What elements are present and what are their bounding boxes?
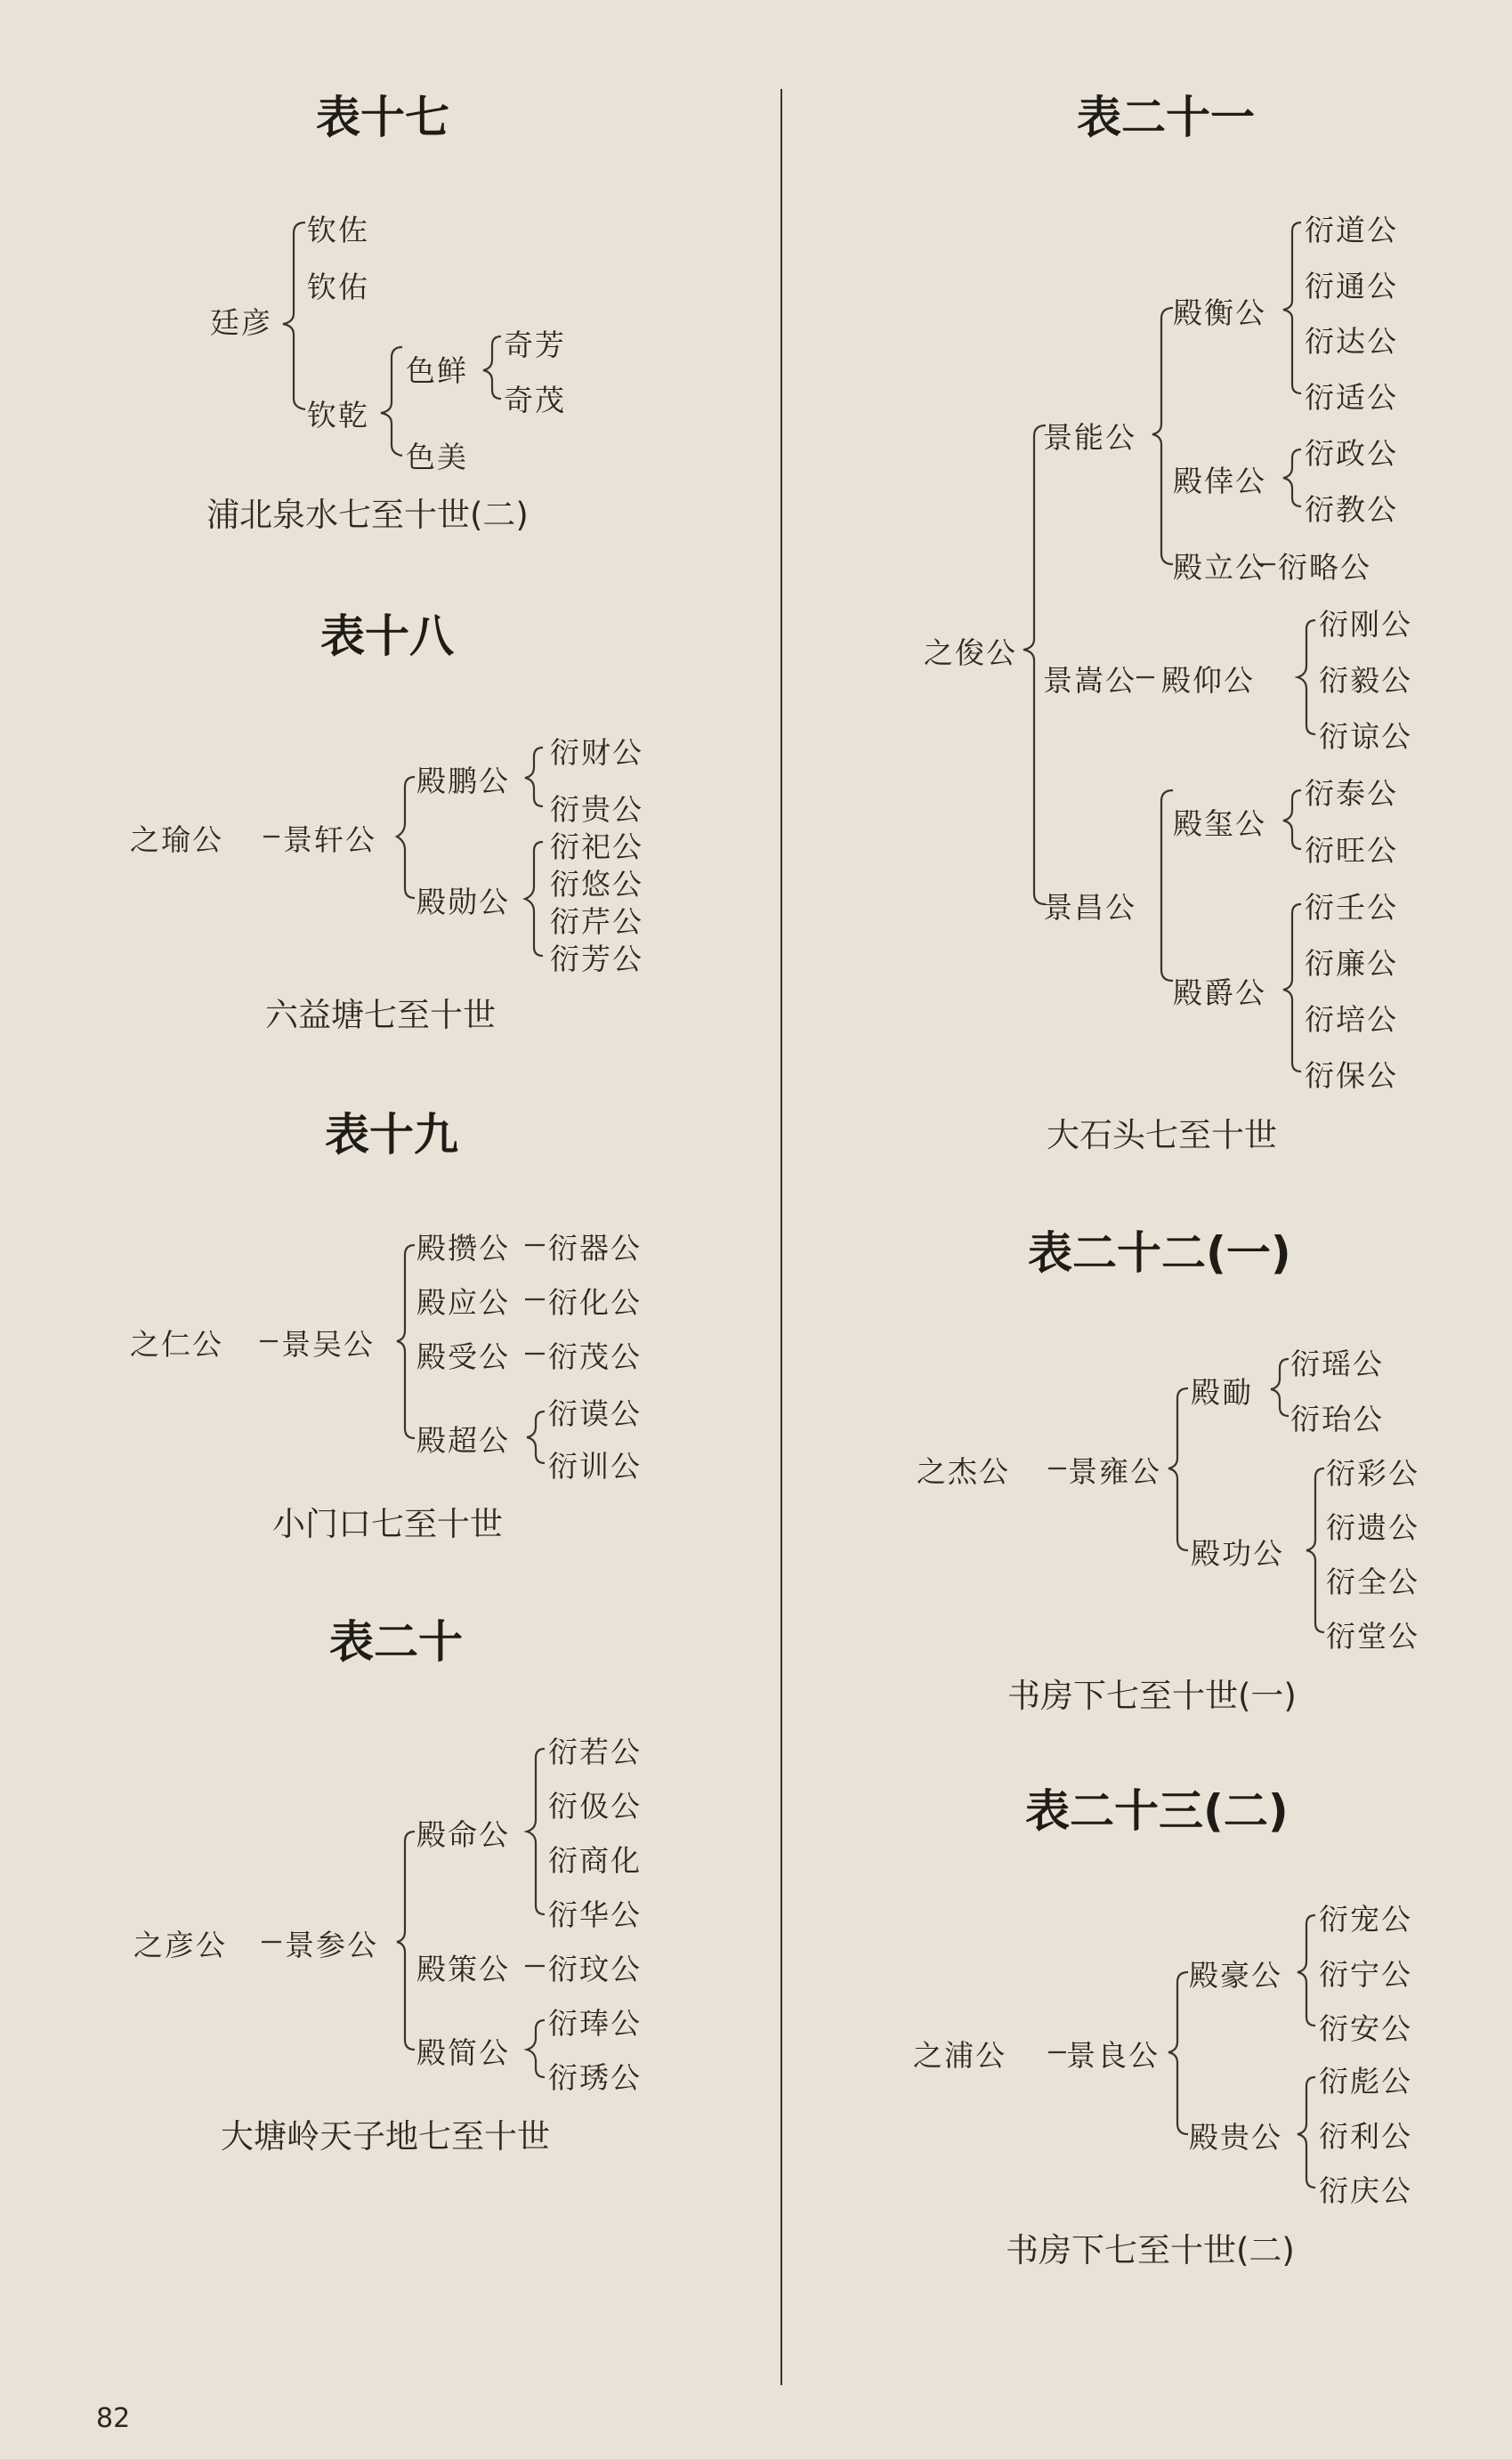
descendant-node: 衍祀公 [550, 829, 643, 864]
descendant-node: 衍伋公 [548, 1789, 642, 1824]
descendant-node: 衍利公 [1319, 2119, 1412, 2154]
table-title: 表十九 [325, 1109, 458, 1161]
descendant-node: 衍堂公 [1326, 1619, 1419, 1654]
brace [525, 842, 543, 956]
descendant-node: 殿应公 [416, 1285, 510, 1320]
brace [283, 222, 305, 409]
descendant-node: 色鲜 [406, 353, 468, 388]
descendant-node: 钦佐 [307, 213, 369, 247]
descendant-node: 衍化公 [548, 1285, 642, 1320]
descendant-node: 殿功公 [1191, 1536, 1284, 1571]
descendant-node: 殿受公 [416, 1339, 510, 1374]
descendant-node: 衍珆公 [1290, 1402, 1384, 1436]
descendant-node: 殿攒公 [416, 1231, 510, 1266]
descendant-node: 衍通公 [1305, 269, 1398, 303]
descendant-node: 殿简公 [416, 2035, 510, 2070]
descendant-node: 殿勋公 [416, 885, 510, 919]
table-title: 表二十三(二) [1025, 1785, 1289, 1837]
descendant-node: 色美 [406, 440, 468, 474]
brace [1298, 620, 1315, 734]
descendant-node: 衍安公 [1319, 2011, 1412, 2046]
table-title: 表二十二(一) [1028, 1227, 1291, 1279]
brace [1168, 1972, 1188, 2134]
column-divider [780, 89, 782, 2385]
table-title: 表二十一 [1077, 92, 1255, 143]
brace [483, 336, 501, 399]
descendant-node: 衍宠公 [1319, 1902, 1412, 1937]
descendant-node: 殿仰公 [1161, 663, 1255, 698]
descendant-node: 衍茂公 [548, 1339, 642, 1374]
descendant-node: 殿倖公 [1173, 464, 1266, 498]
descendant-node: 衍遗公 [1326, 1510, 1419, 1545]
descendant-node: 衍训公 [548, 1449, 642, 1484]
brace [397, 1832, 415, 2050]
brace [527, 1749, 545, 1914]
descendant-node: 衍泰公 [1305, 776, 1398, 811]
descendant-node: 衍琇公 [548, 2060, 642, 2095]
descendant-node: 衍华公 [548, 1897, 642, 1932]
descendant-node: 殿勔 [1191, 1375, 1253, 1410]
brace [1283, 449, 1301, 506]
descendant-node: 衍宁公 [1319, 1957, 1412, 1992]
descendant-node: 衍保公 [1305, 1058, 1398, 1093]
brace [381, 347, 402, 456]
descendant-node: 衍全公 [1326, 1565, 1419, 1599]
descendant-node: 衍教公 [1305, 492, 1398, 527]
table-caption: 书房下七至十世(一) [1007, 1677, 1297, 1715]
ancestor-node: 之杰公 [917, 1454, 1010, 1489]
descendant-node: 衍若公 [548, 1735, 642, 1769]
ancestor-node: 之仁公 [130, 1327, 223, 1362]
descendant-node: 衍刚公 [1319, 607, 1412, 642]
brace [1283, 790, 1301, 849]
descendant-node: 衍商化 [548, 1843, 642, 1878]
descendant-node: 殿爵公 [1173, 975, 1266, 1010]
descendant-node: 殿玺公 [1173, 806, 1266, 841]
descendant-node: 衍谟公 [548, 1396, 642, 1431]
descendant-node: 景良公 [1066, 2038, 1160, 2073]
descendant-node: 衍贵公 [550, 792, 643, 827]
descendant-node: 殿超公 [416, 1423, 510, 1458]
descendant-node: 衍政公 [1305, 436, 1398, 471]
brace [397, 1245, 415, 1438]
descendant-node: 衍财公 [550, 735, 643, 770]
brace [1271, 1359, 1289, 1416]
page-number: 82 [96, 2403, 131, 2434]
descendant-node: 衍琫公 [548, 2006, 642, 2041]
descendant-node: 衍谅公 [1319, 719, 1412, 754]
descendant-node: 衍旺公 [1305, 833, 1398, 868]
table-title: 表十八 [320, 611, 454, 662]
descendant-node: 殿命公 [416, 1817, 510, 1852]
descendant-node: 衍道公 [1305, 213, 1398, 247]
brace [397, 777, 415, 898]
ancestor-node: 之浦公 [913, 2038, 1007, 2073]
descendant-node: 景吴公 [281, 1327, 375, 1362]
descendant-node: 衍彪公 [1319, 2064, 1412, 2099]
brace [1298, 2077, 1315, 2188]
descendant-node: 衍彩公 [1326, 1456, 1419, 1491]
descendant-node: 殿策公 [416, 1952, 510, 1986]
descendant-node: 衍悠公 [550, 867, 643, 902]
table-caption: 大石头七至十世 [1047, 1116, 1277, 1154]
descendant-node: 殿立公 [1173, 550, 1266, 585]
table-title: 表二十 [329, 1616, 463, 1668]
ancestor-node: 之瑜公 [130, 822, 223, 857]
descendant-node: 衍玟公 [548, 1952, 642, 1986]
brace [527, 1411, 545, 1463]
brace [1283, 904, 1301, 1072]
brace [1161, 790, 1173, 981]
brace [1298, 1915, 1315, 2026]
descendant-node: 殿贵公 [1189, 2120, 1282, 2155]
descendant-node: 奇茂 [504, 383, 566, 417]
ancestor-node: 之俊公 [924, 635, 1017, 670]
descendant-node: 钦佑 [307, 270, 369, 304]
ancestor-node: 之彦公 [133, 1928, 227, 1962]
descendant-node: 景昌公 [1043, 890, 1136, 925]
descendant-node: 衍培公 [1305, 1002, 1398, 1037]
descendant-node: 奇芳 [504, 328, 566, 362]
descendant-node: 殿豪公 [1189, 1958, 1282, 1993]
brace [1168, 1388, 1188, 1550]
descendant-node: 景能公 [1043, 420, 1136, 455]
descendant-node: 景参公 [285, 1928, 378, 1962]
descendant-node: 衍瑶公 [1290, 1347, 1384, 1381]
brace [1152, 308, 1173, 564]
descendant-node: 衍达公 [1305, 324, 1398, 359]
brace [1306, 1468, 1324, 1632]
table-caption: 浦北泉水七至十世(二) [206, 496, 529, 534]
descendant-node: 衍芳公 [550, 942, 643, 976]
descendant-node: 衍壬公 [1305, 890, 1398, 925]
brace [1283, 222, 1301, 393]
descendant-node: 衍庆公 [1319, 2173, 1412, 2208]
descendant-node: 衍毅公 [1319, 663, 1412, 698]
descendant-node: 钦乾 [307, 398, 369, 433]
descendant-node: 殿衡公 [1173, 295, 1266, 330]
descendant-node: 殿鹏公 [416, 764, 510, 798]
table-caption: 大塘岭天子地七至十世 [221, 2117, 550, 2156]
table-caption: 小门口七至十世 [272, 1505, 503, 1543]
table-caption: 书房下七至十世(二) [1006, 2231, 1295, 2269]
brace [525, 748, 543, 806]
descendant-node: 衍适公 [1305, 380, 1398, 415]
descendant-node: 衍廉公 [1305, 946, 1398, 981]
descendant-node: 衍芹公 [550, 904, 643, 939]
descendant-node: 景轩公 [283, 822, 376, 857]
descendant-node: 景嵩公 [1043, 663, 1136, 698]
descendant-node: 衍器公 [548, 1231, 642, 1266]
descendant-node: 衍略公 [1278, 550, 1371, 585]
ancestor-node: 廷彦 [210, 305, 272, 340]
table-caption: 六益塘七至十世 [265, 996, 496, 1034]
brace [527, 2020, 545, 2077]
table-title: 表十七 [316, 92, 449, 143]
descendant-node: 景雍公 [1068, 1454, 1161, 1489]
